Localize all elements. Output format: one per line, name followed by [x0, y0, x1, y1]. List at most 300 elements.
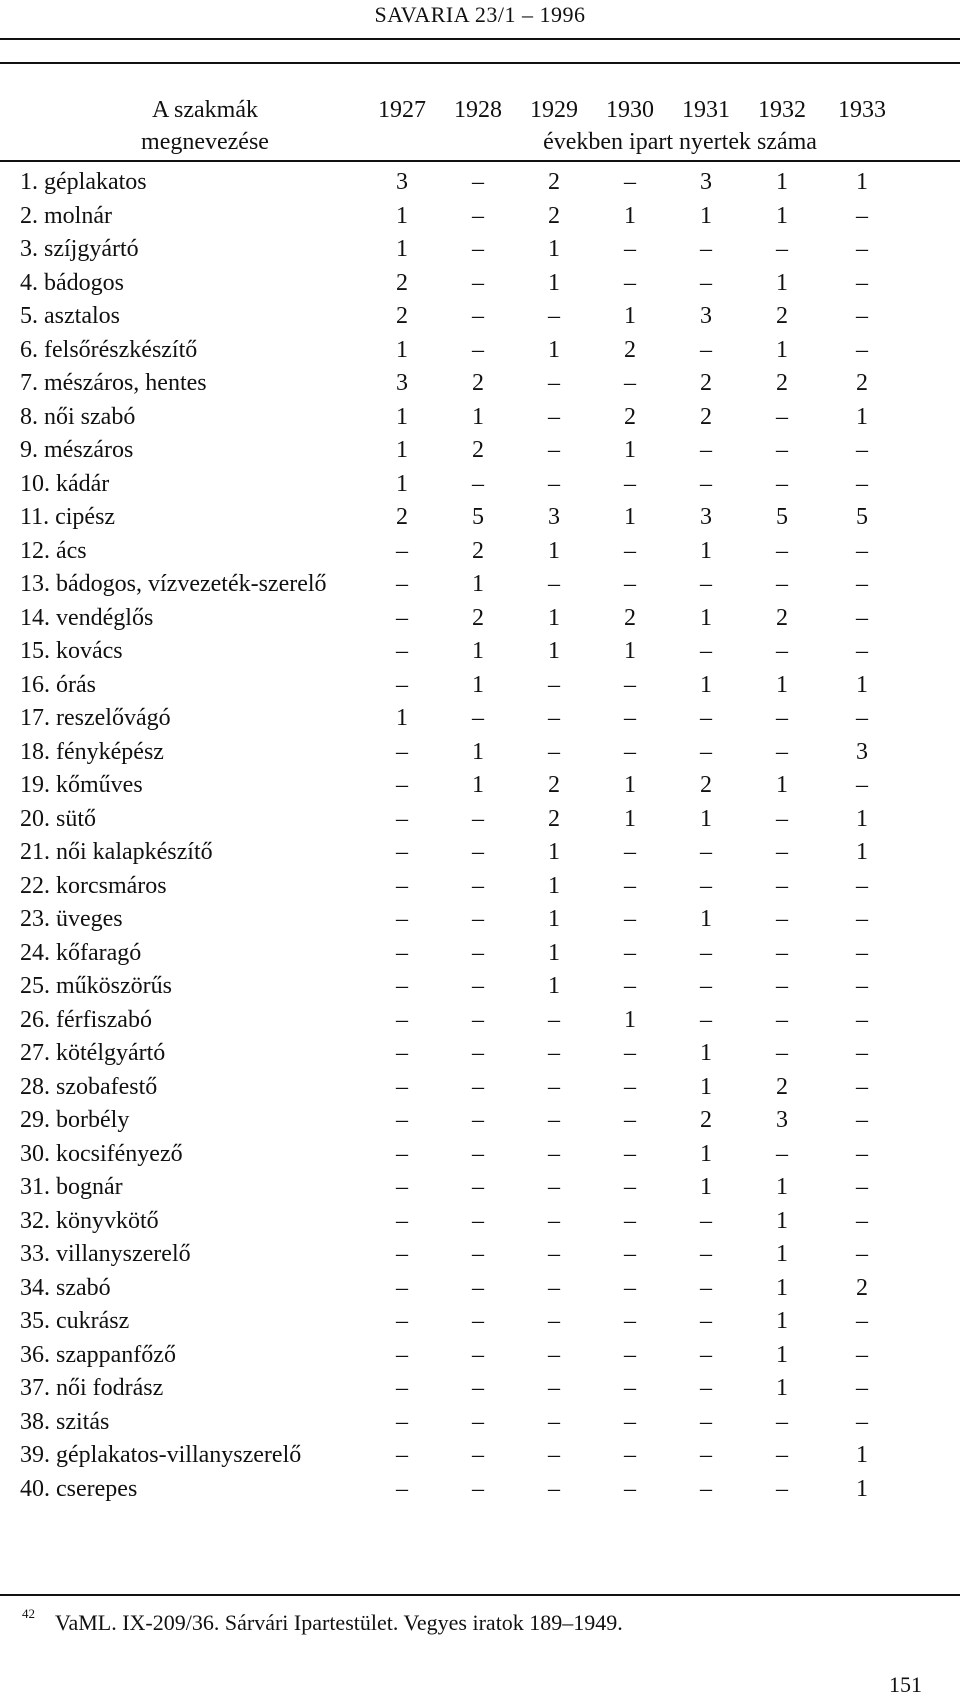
- count-cell-1933: –: [856, 470, 868, 497]
- count-cell-1928: –: [472, 169, 484, 195]
- count-cell-1933: –: [856, 1308, 868, 1334]
- count-cell-1929: –: [548, 1207, 560, 1234]
- count-cell-1929: –: [548, 1341, 560, 1368]
- table-row: [0, 267, 960, 301]
- count-cell-1933: –: [856, 1341, 868, 1368]
- count-cell-1927: 2: [396, 303, 408, 329]
- count-cell-1929: –: [548, 370, 560, 396]
- count-cell-1933: –: [856, 906, 868, 932]
- count-cell-1929: 1: [548, 336, 560, 363]
- count-cell-1930: –: [624, 872, 636, 899]
- count-cell-1933: –: [856, 1006, 868, 1033]
- table-body: [0, 166, 960, 1506]
- count-cell-1929: –: [548, 1073, 560, 1100]
- count-cell-1932: 1: [776, 671, 788, 698]
- count-cell-1933: 1: [856, 671, 868, 698]
- count-cell-1931: –: [700, 1408, 712, 1435]
- count-cell-1928: –: [472, 236, 484, 262]
- count-cell-1929: –: [548, 1475, 560, 1502]
- table-row: [0, 870, 960, 904]
- count-cell-1927: 1: [396, 437, 408, 463]
- profession-name: 34. szabó: [20, 1274, 111, 1301]
- table-row: [0, 401, 960, 435]
- count-cell-1933: –: [856, 1073, 868, 1100]
- count-cell-1927: –: [396, 906, 408, 932]
- count-cell-1933: 2: [856, 370, 868, 396]
- count-cell-1932: –: [776, 805, 788, 832]
- count-cell-1932: –: [776, 571, 788, 597]
- table-row: [0, 836, 960, 870]
- count-cell-1929: –: [548, 738, 560, 765]
- count-cell-1930: –: [624, 370, 636, 396]
- count-cell-1930: –: [624, 1174, 636, 1200]
- count-cell-1930: –: [624, 906, 636, 932]
- count-cell-1931: 2: [700, 403, 712, 430]
- profession-name: 9. mészáros: [20, 437, 134, 463]
- count-cell-1929: –: [548, 1107, 560, 1133]
- table-row: [0, 1339, 960, 1373]
- count-cell-1930: –: [624, 1140, 636, 1167]
- count-cell-1931: –: [700, 1475, 712, 1502]
- profession-name: 5. asztalos: [20, 303, 120, 329]
- count-cell-1931: 2: [700, 370, 712, 396]
- column-header-line2: megnevezése: [141, 129, 269, 155]
- count-cell-1933: –: [856, 1207, 868, 1234]
- year-header-1927: 1927: [378, 97, 426, 123]
- year-header-1933: 1933: [838, 97, 886, 123]
- table-row: [0, 1205, 960, 1239]
- count-cell-1931: 1: [700, 1174, 712, 1200]
- years-subcaption: években ipart nyertek száma: [543, 129, 817, 155]
- footnote-text: VaML. IX-209/36. Sárvári Ipartestület. Vegyes iratok 189–1949.: [55, 1610, 623, 1635]
- count-cell-1931: –: [700, 269, 712, 296]
- count-cell-1929: 1: [548, 939, 560, 966]
- count-cell-1933: –: [856, 236, 868, 262]
- count-cell-1929: –: [548, 1442, 560, 1468]
- running-header: SAVARIA 23/1 – 1996: [374, 2, 586, 27]
- count-cell-1928: –: [472, 705, 484, 731]
- count-cell-1927: –: [396, 939, 408, 966]
- table-header: [0, 90, 960, 162]
- count-cell-1931: 2: [700, 1107, 712, 1133]
- count-cell-1928: –: [472, 1174, 484, 1200]
- count-cell-1930: –: [624, 1308, 636, 1334]
- count-cell-1929: 2: [548, 772, 560, 798]
- count-cell-1930: –: [624, 269, 636, 296]
- count-cell-1927: –: [396, 638, 408, 664]
- count-cell-1931: 1: [700, 202, 712, 229]
- count-cell-1929: 1: [548, 537, 560, 564]
- count-cell-1928: –: [472, 1475, 484, 1502]
- count-cell-1933: –: [856, 872, 868, 899]
- count-cell-1931: 1: [700, 537, 712, 564]
- count-cell-1929: 1: [548, 269, 560, 296]
- count-cell-1931: –: [700, 872, 712, 899]
- profession-name: 23. üveges: [20, 906, 123, 932]
- count-cell-1928: 1: [472, 638, 484, 664]
- count-cell-1932: –: [776, 1140, 788, 1167]
- profession-name: 19. kőműves: [20, 772, 143, 798]
- count-cell-1931: 2: [700, 772, 712, 798]
- count-cell-1931: –: [700, 939, 712, 966]
- count-cell-1931: –: [700, 1442, 712, 1468]
- count-cell-1928: –: [472, 805, 484, 832]
- count-cell-1927: –: [396, 671, 408, 698]
- profession-name: 8. női szabó: [20, 403, 136, 430]
- count-cell-1929: –: [548, 1241, 560, 1267]
- table-row: [0, 367, 960, 401]
- column-header-profession: [95, 94, 315, 158]
- count-cell-1929: 1: [548, 839, 560, 865]
- table-row: [0, 233, 960, 267]
- count-cell-1929: –: [548, 437, 560, 463]
- count-cell-1930: –: [624, 705, 636, 731]
- table-row: [0, 1171, 960, 1205]
- profession-name: 4. bádogos: [20, 269, 124, 296]
- table-row: [0, 635, 960, 669]
- count-cell-1933: –: [856, 303, 868, 329]
- count-cell-1927: 1: [396, 470, 408, 497]
- count-cell-1932: 2: [776, 303, 788, 329]
- count-cell-1932: 3: [776, 1107, 788, 1133]
- count-cell-1927: –: [396, 571, 408, 597]
- count-cell-1930: 1: [624, 504, 636, 530]
- profession-name: 3. szíjgyártó: [20, 236, 139, 262]
- count-cell-1931: 1: [700, 671, 712, 698]
- profession-name: 7. mészáros, hentes: [20, 370, 207, 396]
- count-cell-1929: –: [548, 1408, 560, 1435]
- count-cell-1931: –: [700, 437, 712, 463]
- count-cell-1931: –: [700, 336, 712, 363]
- profession-name: 10. kádár: [20, 470, 110, 497]
- count-cell-1927: –: [396, 1241, 408, 1267]
- count-cell-1931: 3: [700, 169, 712, 195]
- table-top-rule: [0, 62, 960, 64]
- table-row: [0, 736, 960, 770]
- count-cell-1928: –: [472, 1341, 484, 1368]
- table-row: [0, 769, 960, 803]
- count-cell-1931: 1: [700, 805, 712, 832]
- table-row: [0, 1473, 960, 1507]
- count-cell-1928: 1: [472, 772, 484, 798]
- count-cell-1927: 1: [396, 336, 408, 363]
- table-header-rule: [0, 160, 960, 162]
- count-cell-1930: –: [624, 1274, 636, 1301]
- count-cell-1933: –: [856, 604, 868, 631]
- count-cell-1929: –: [548, 1274, 560, 1301]
- profession-name: 6. felsőrészkészítő: [20, 336, 198, 363]
- count-cell-1930: 1: [624, 638, 636, 664]
- count-cell-1930: –: [624, 671, 636, 698]
- count-cell-1929: 1: [548, 973, 560, 999]
- count-cell-1930: –: [624, 236, 636, 262]
- count-cell-1932: 2: [776, 370, 788, 396]
- count-cell-1932: –: [776, 839, 788, 865]
- table-row: [0, 1305, 960, 1339]
- count-cell-1927: –: [396, 839, 408, 865]
- count-cell-1931: –: [700, 638, 712, 664]
- count-cell-1927: –: [396, 1107, 408, 1133]
- count-cell-1928: 1: [472, 671, 484, 698]
- count-cell-1928: –: [472, 1375, 484, 1401]
- count-cell-1930: 1: [624, 202, 636, 229]
- year-header-1929: 1929: [530, 97, 578, 123]
- count-cell-1932: –: [776, 1408, 788, 1435]
- count-cell-1928: –: [472, 1442, 484, 1468]
- count-cell-1928: –: [472, 939, 484, 966]
- count-cell-1933: –: [856, 269, 868, 296]
- count-cell-1927: –: [396, 1408, 408, 1435]
- count-cell-1931: –: [700, 973, 712, 999]
- table-row: [0, 1406, 960, 1440]
- count-cell-1933: –: [856, 1140, 868, 1167]
- table-row: [0, 669, 960, 703]
- profession-name: 22. korcsmáros: [20, 872, 167, 899]
- count-cell-1932: 1: [776, 269, 788, 296]
- profession-name: 18. fényképész: [20, 738, 164, 765]
- count-cell-1933: –: [856, 1375, 868, 1401]
- count-cell-1932: –: [776, 738, 788, 765]
- count-cell-1931: –: [700, 1375, 712, 1401]
- count-cell-1930: –: [624, 1375, 636, 1401]
- table-row: [0, 702, 960, 736]
- count-cell-1932: –: [776, 1475, 788, 1502]
- count-cell-1927: –: [396, 1274, 408, 1301]
- count-cell-1933: –: [856, 537, 868, 564]
- count-cell-1927: –: [396, 872, 408, 899]
- profession-name: 24. kőfaragó: [20, 939, 142, 966]
- table-row: [0, 903, 960, 937]
- count-cell-1927: 3: [396, 370, 408, 396]
- header-rule: [0, 38, 960, 40]
- count-cell-1933: –: [856, 1040, 868, 1066]
- count-cell-1931: –: [700, 705, 712, 731]
- count-cell-1930: –: [624, 839, 636, 865]
- count-cell-1929: –: [548, 1040, 560, 1066]
- count-cell-1930: 1: [624, 1006, 636, 1033]
- count-cell-1927: –: [396, 1375, 408, 1401]
- count-cell-1933: –: [856, 973, 868, 999]
- count-cell-1930: 2: [624, 336, 636, 363]
- count-cell-1927: –: [396, 1140, 408, 1167]
- profession-name: 12. ács: [20, 537, 87, 564]
- table-row: [0, 200, 960, 234]
- count-cell-1929: 3: [548, 504, 560, 530]
- profession-name: 20. sütő: [20, 805, 97, 832]
- table-row: [0, 1104, 960, 1138]
- count-cell-1931: –: [700, 738, 712, 765]
- profession-name: 30. kocsifényező: [20, 1140, 183, 1167]
- count-cell-1933: 1: [856, 1442, 868, 1468]
- count-cell-1928: –: [472, 470, 484, 497]
- footnote-marker: 42: [22, 1606, 35, 1621]
- count-cell-1929: –: [548, 1140, 560, 1167]
- table-row: [0, 1004, 960, 1038]
- count-cell-1932: –: [776, 939, 788, 966]
- table-row: [0, 970, 960, 1004]
- count-cell-1928: –: [472, 839, 484, 865]
- count-cell-1932: 1: [776, 1375, 788, 1401]
- count-cell-1933: –: [856, 336, 868, 363]
- profession-name: 21. női kalapkészítő: [20, 839, 213, 865]
- count-cell-1927: –: [396, 1040, 408, 1066]
- count-cell-1927: –: [396, 1442, 408, 1468]
- count-cell-1933: –: [856, 1174, 868, 1200]
- count-cell-1928: –: [472, 872, 484, 899]
- count-cell-1928: 5: [472, 504, 484, 530]
- profession-name: 2. molnár: [20, 202, 112, 229]
- count-cell-1930: –: [624, 1475, 636, 1502]
- count-cell-1930: –: [624, 1073, 636, 1100]
- count-cell-1931: –: [700, 1207, 712, 1234]
- profession-name: 39. géplakatos-villanyszerelő: [20, 1442, 302, 1468]
- count-cell-1930: –: [624, 1107, 636, 1133]
- count-cell-1928: 2: [472, 370, 484, 396]
- count-cell-1928: 1: [472, 403, 484, 430]
- count-cell-1933: 2: [856, 1274, 868, 1301]
- count-cell-1930: 2: [624, 604, 636, 631]
- count-cell-1931: 3: [700, 504, 712, 530]
- count-cell-1930: –: [624, 939, 636, 966]
- table-row: [0, 1372, 960, 1406]
- profession-name: 16. órás: [20, 671, 96, 698]
- count-cell-1929: 2: [548, 169, 560, 195]
- count-cell-1931: 1: [700, 1140, 712, 1167]
- count-cell-1928: –: [472, 202, 484, 229]
- column-header-line1: A szakmák: [152, 97, 258, 123]
- count-cell-1930: –: [624, 1341, 636, 1368]
- count-cell-1930: –: [624, 470, 636, 497]
- count-cell-1933: 1: [856, 1475, 868, 1502]
- count-cell-1932: –: [776, 403, 788, 430]
- count-cell-1929: –: [548, 1375, 560, 1401]
- count-cell-1933: 1: [856, 169, 868, 195]
- count-cell-1930: 1: [624, 437, 636, 463]
- count-cell-1931: –: [700, 571, 712, 597]
- count-cell-1932: 1: [776, 772, 788, 798]
- count-cell-1929: –: [548, 1174, 560, 1200]
- count-cell-1932: –: [776, 872, 788, 899]
- year-header-1930: 1930: [606, 97, 654, 123]
- count-cell-1928: –: [472, 1006, 484, 1033]
- table-row: [0, 1037, 960, 1071]
- table-row: [0, 1071, 960, 1105]
- count-cell-1932: 1: [776, 1207, 788, 1234]
- count-cell-1933: 5: [856, 504, 868, 530]
- count-cell-1929: 2: [548, 805, 560, 832]
- count-cell-1930: –: [624, 1241, 636, 1267]
- profession-name: 25. műköszörűs: [20, 973, 172, 999]
- count-cell-1929: 1: [548, 872, 560, 899]
- count-cell-1931: 1: [700, 1040, 712, 1066]
- count-cell-1928: –: [472, 906, 484, 932]
- count-cell-1931: 1: [700, 906, 712, 932]
- count-cell-1928: –: [472, 1040, 484, 1066]
- count-cell-1927: 1: [396, 403, 408, 430]
- count-cell-1929: 1: [548, 906, 560, 932]
- count-cell-1930: –: [624, 1442, 636, 1468]
- profession-name: 28. szobafestő: [20, 1073, 158, 1100]
- table-row: [0, 1439, 960, 1473]
- table-row: [0, 334, 960, 368]
- count-cell-1928: 1: [472, 738, 484, 765]
- count-cell-1932: –: [776, 437, 788, 463]
- count-cell-1930: –: [624, 738, 636, 765]
- table-row: [0, 803, 960, 837]
- year-header-1928: 1928: [454, 97, 502, 123]
- count-cell-1929: –: [548, 303, 560, 329]
- profession-name: 32. könyvkötő: [20, 1207, 159, 1234]
- count-cell-1927: –: [396, 805, 408, 832]
- count-cell-1927: –: [396, 772, 408, 798]
- profession-name: 11. cipész: [20, 504, 116, 530]
- profession-name: 38. szitás: [20, 1408, 110, 1435]
- count-cell-1930: 1: [624, 303, 636, 329]
- profession-name: 31. bognár: [20, 1174, 123, 1200]
- count-cell-1932: 1: [776, 336, 788, 363]
- count-cell-1932: 1: [776, 1274, 788, 1301]
- count-cell-1929: 1: [548, 638, 560, 664]
- count-cell-1931: –: [700, 1006, 712, 1033]
- count-cell-1933: –: [856, 939, 868, 966]
- count-cell-1932: 1: [776, 1341, 788, 1368]
- count-cell-1928: 2: [472, 437, 484, 463]
- count-cell-1929: 1: [548, 236, 560, 262]
- count-cell-1930: –: [624, 1207, 636, 1234]
- profession-name: 36. szappanfőző: [20, 1341, 176, 1368]
- count-cell-1929: –: [548, 403, 560, 430]
- count-cell-1928: 2: [472, 604, 484, 631]
- count-cell-1933: –: [856, 1241, 868, 1267]
- profession-name: 13. bádogos, vízvezeték-szerelő: [20, 571, 327, 597]
- count-cell-1932: –: [776, 906, 788, 932]
- count-cell-1928: –: [472, 303, 484, 329]
- profession-name: 35. cukrász: [20, 1308, 130, 1334]
- count-cell-1932: 2: [776, 604, 788, 631]
- count-cell-1930: –: [624, 537, 636, 564]
- count-cell-1933: –: [856, 571, 868, 597]
- profession-name: 27. kötélgyártó: [20, 1040, 166, 1066]
- count-cell-1930: –: [624, 571, 636, 597]
- profession-name: 15. kovács: [20, 638, 123, 664]
- count-cell-1929: –: [548, 1308, 560, 1334]
- count-cell-1931: 1: [700, 604, 712, 631]
- profession-name: 1. géplakatos: [20, 169, 147, 195]
- table-row: [0, 300, 960, 334]
- count-cell-1927: –: [396, 973, 408, 999]
- count-cell-1930: 1: [624, 805, 636, 832]
- count-cell-1932: –: [776, 1442, 788, 1468]
- count-cell-1928: 2: [472, 537, 484, 564]
- count-cell-1928: –: [472, 1308, 484, 1334]
- count-cell-1933: 1: [856, 839, 868, 865]
- count-cell-1927: –: [396, 738, 408, 765]
- count-cell-1933: –: [856, 772, 868, 798]
- table-row: [0, 535, 960, 569]
- count-cell-1930: 2: [624, 403, 636, 430]
- count-cell-1927: 1: [396, 202, 408, 229]
- page-number: 151: [889, 1672, 922, 1697]
- count-cell-1928: –: [472, 1073, 484, 1100]
- count-cell-1933: 1: [856, 805, 868, 832]
- count-cell-1929: –: [548, 470, 560, 497]
- count-cell-1930: –: [624, 1408, 636, 1435]
- count-cell-1930: 1: [624, 772, 636, 798]
- count-cell-1928: –: [472, 269, 484, 296]
- count-cell-1927: 2: [396, 504, 408, 530]
- count-cell-1931: 3: [700, 303, 712, 329]
- table-row: [0, 166, 960, 200]
